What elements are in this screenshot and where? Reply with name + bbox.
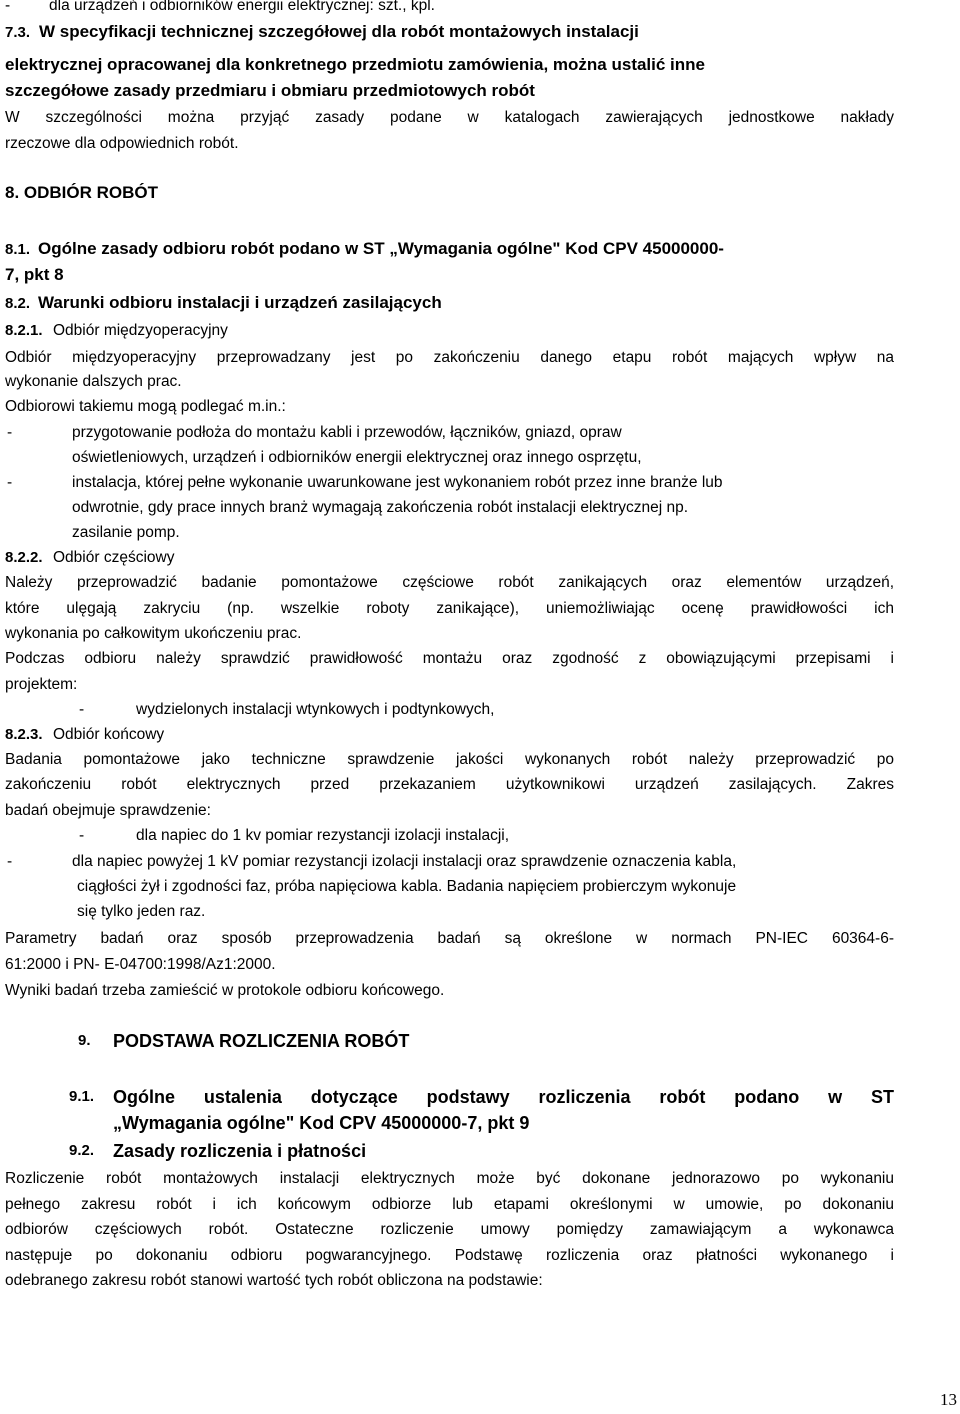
heading-8-2-1 <box>5 321 894 341</box>
bullet-text: instalacja, której pełne wykonanie uwarunkowane jest wykonaniem robót przez inne branże lub <box>72 474 723 491</box>
paragraph-line: 61:2000 i PN- E-04700:1998/Az1:2000. <box>5 956 276 973</box>
section-text: PODSTAWA ROZLICZENIA ROBÓT <box>113 1031 410 1051</box>
bullet-text: dla napiec powyżej 1 kV pomiar rezystancji izolacji instalacji oraz sprawdzenie oznaczenia kabla, <box>72 853 737 870</box>
paragraph-line: rzeczowe dla odpowiednich robót. <box>5 135 239 152</box>
section-number: 8.2.3. <box>5 726 43 743</box>
bullet-text: oświetleniowych, urządzeń i odbiorników energii elektrycznej oraz innego osprzętu, <box>72 449 642 466</box>
paragraph-line: Badania pomontażowe jako techniczne sprawdzenie jakości wykonanych robót należy przeprowadzić po <box>5 751 894 768</box>
section-number: 7.3. <box>5 24 31 41</box>
bullet-dash: - <box>79 827 85 844</box>
section-number: 8.2.1. <box>5 322 43 339</box>
bullet-text: zasilanie pomp. <box>72 524 180 541</box>
section-text: Odbiór międzyoperacyjny <box>53 322 228 339</box>
paragraph-line: Należy przeprowadzić badanie pomontażowe częściowe robót zanikających oraz elementów urządzeń, <box>5 574 894 591</box>
heading-9-1-cont: „Wymagania ogólne" Kod CPV 45000000-7, pkt 9 <box>113 1113 530 1133</box>
section-text: Ogólne ustalenia dotyczące podstawy rozliczenia robót podano w ST <box>113 1087 894 1107</box>
bullet-text: się tylko jeden raz. <box>77 903 206 920</box>
section-text: Odbiór końcowy <box>53 726 165 743</box>
paragraph-line: projektem: <box>5 676 78 693</box>
paragraph-line: wykonanie dalszych prac. <box>5 373 182 390</box>
section-text: W specyfikacji technicznej szczegółowej dla robót montażowych instalacji <box>39 22 639 41</box>
section-number: 8.1. <box>5 241 31 258</box>
bullet-dash: - <box>5 0 11 14</box>
section-number: 9.1. <box>69 1088 95 1105</box>
paragraph-line: wykonania po całkowitym ukończeniu prac. <box>5 625 302 642</box>
paragraph-line: Odbiór międzyoperacyjny przeprowadzany jest po zakończeniu danego etapu robót mających wpływ na <box>5 349 894 366</box>
bullet-text: dla napiec do 1 kv pomiar rezystancji izolacji instalacji, <box>136 827 510 844</box>
section-number: 9. <box>78 1032 91 1049</box>
bullet-dash: - <box>7 474 13 491</box>
section-number: 8.2. <box>5 295 31 312</box>
bullet-text: dla urządzeń i odbiorników energii elektrycznej: szt., kpl. <box>49 0 435 14</box>
heading-8-1-cont: 7, pkt 8 <box>5 265 64 284</box>
bullet-dash: - <box>79 701 85 718</box>
bullet-text: przygotowanie podłoża do montażu kabli i przewodów, łączników, gniazd, opraw <box>72 424 622 441</box>
section-number: 9.2. <box>69 1142 95 1159</box>
section-text: Odbiór częściowy <box>53 549 175 566</box>
paragraph-line: odbiorów częściowych robót. Ostateczne rozliczenie umowy pomiędzy zamawiającym a wykonawca <box>5 1221 894 1238</box>
section-7-3-line: elektrycznej opracowanej dla konkretnego przedmiotu zamówienia, można ustalić inne <box>5 55 706 74</box>
paragraph-line: badań obejmuje sprawdzenie: <box>5 802 211 819</box>
heading-8-2-2 <box>5 548 894 568</box>
bullet-dash: - <box>7 853 13 870</box>
paragraph-line: pełnego zakresu robót i ich końcowym odbiorze lub etapami określonymi w umowie, po dokonaniu <box>5 1196 894 1213</box>
paragraph-line: Rozliczenie robót montażowych instalacji elektrycznych może być dokonane jednorazowo po wykonaniu <box>5 1170 894 1187</box>
heading-8-2-3 <box>5 725 894 745</box>
paragraph-line: następuje po dokonaniu odbioru pogwarancyjnego. Podstawę rozliczenia oraz płatności wykonanego i <box>5 1247 894 1264</box>
section-text: Zasady rozliczenia i płatności <box>113 1141 367 1161</box>
section-text: Ogólne zasady odbioru robót podano w ST „Wymagania ogólne" Kod CPV 45000000- <box>38 239 724 258</box>
paragraph-line: Podczas odbioru należy sprawdzić prawidłowość montażu oraz zgodność z obowiązującymi przepisami i <box>5 650 894 667</box>
section-7-3-line: szczegółowe zasady przedmiaru i obmiaru przedmiotowych robót <box>5 81 535 100</box>
bullet-text: wydzielonych instalacji wtynkowych i podtynkowych, <box>136 701 495 718</box>
page-number: 13 <box>940 1390 957 1409</box>
paragraph-line: Wyniki badań trzeba zamieścić w protokole odbioru końcowego. <box>5 982 445 999</box>
paragraph-line: Parametry badań oraz sposób przeprowadzenia badań są określone w normach PN-IEC 60364-6- <box>5 930 894 947</box>
section-text: Warunki odbioru instalacji i urządzeń zasilających <box>38 293 442 312</box>
bullet-text: odwrotnie, gdy prace innych branż wymagają zakończenia robót instalacji elektrycznej np. <box>72 499 689 516</box>
paragraph-line: Odbiorowi takiemu mogą podlegać m.in.: <box>5 398 286 415</box>
bullet-dash: - <box>7 424 13 441</box>
heading-8-2 <box>5 293 894 314</box>
paragraph-line: które ulęgają zakryciu (np. wszelkie roboty zanikające), uniemożliwiając ocenę prawidłowości ich <box>5 600 894 617</box>
paragraph-line: W szczególności można przyjąć zasady podane w katalogach zawierających jednostkowe nakłady <box>5 109 894 126</box>
bullet-text: ciągłości żył i zgodności faz, próba napięciowa kabla. Badania napięciem probierczym wykonuje <box>77 878 737 895</box>
heading-8: 8. ODBIÓR ROBÓT <box>5 183 159 202</box>
paragraph-line: odebranego zakresu robót stanowi wartość tych robót obliczona na podstawie: <box>5 1272 543 1289</box>
heading-8-1 <box>5 239 894 260</box>
section-number: 8.2.2. <box>5 549 43 566</box>
paragraph-line: zakończeniu robót elektrycznych przed przekazaniem użytkownikowi urządzeń zasilających. Zakres <box>5 776 894 793</box>
section-7-3-line <box>5 22 894 43</box>
